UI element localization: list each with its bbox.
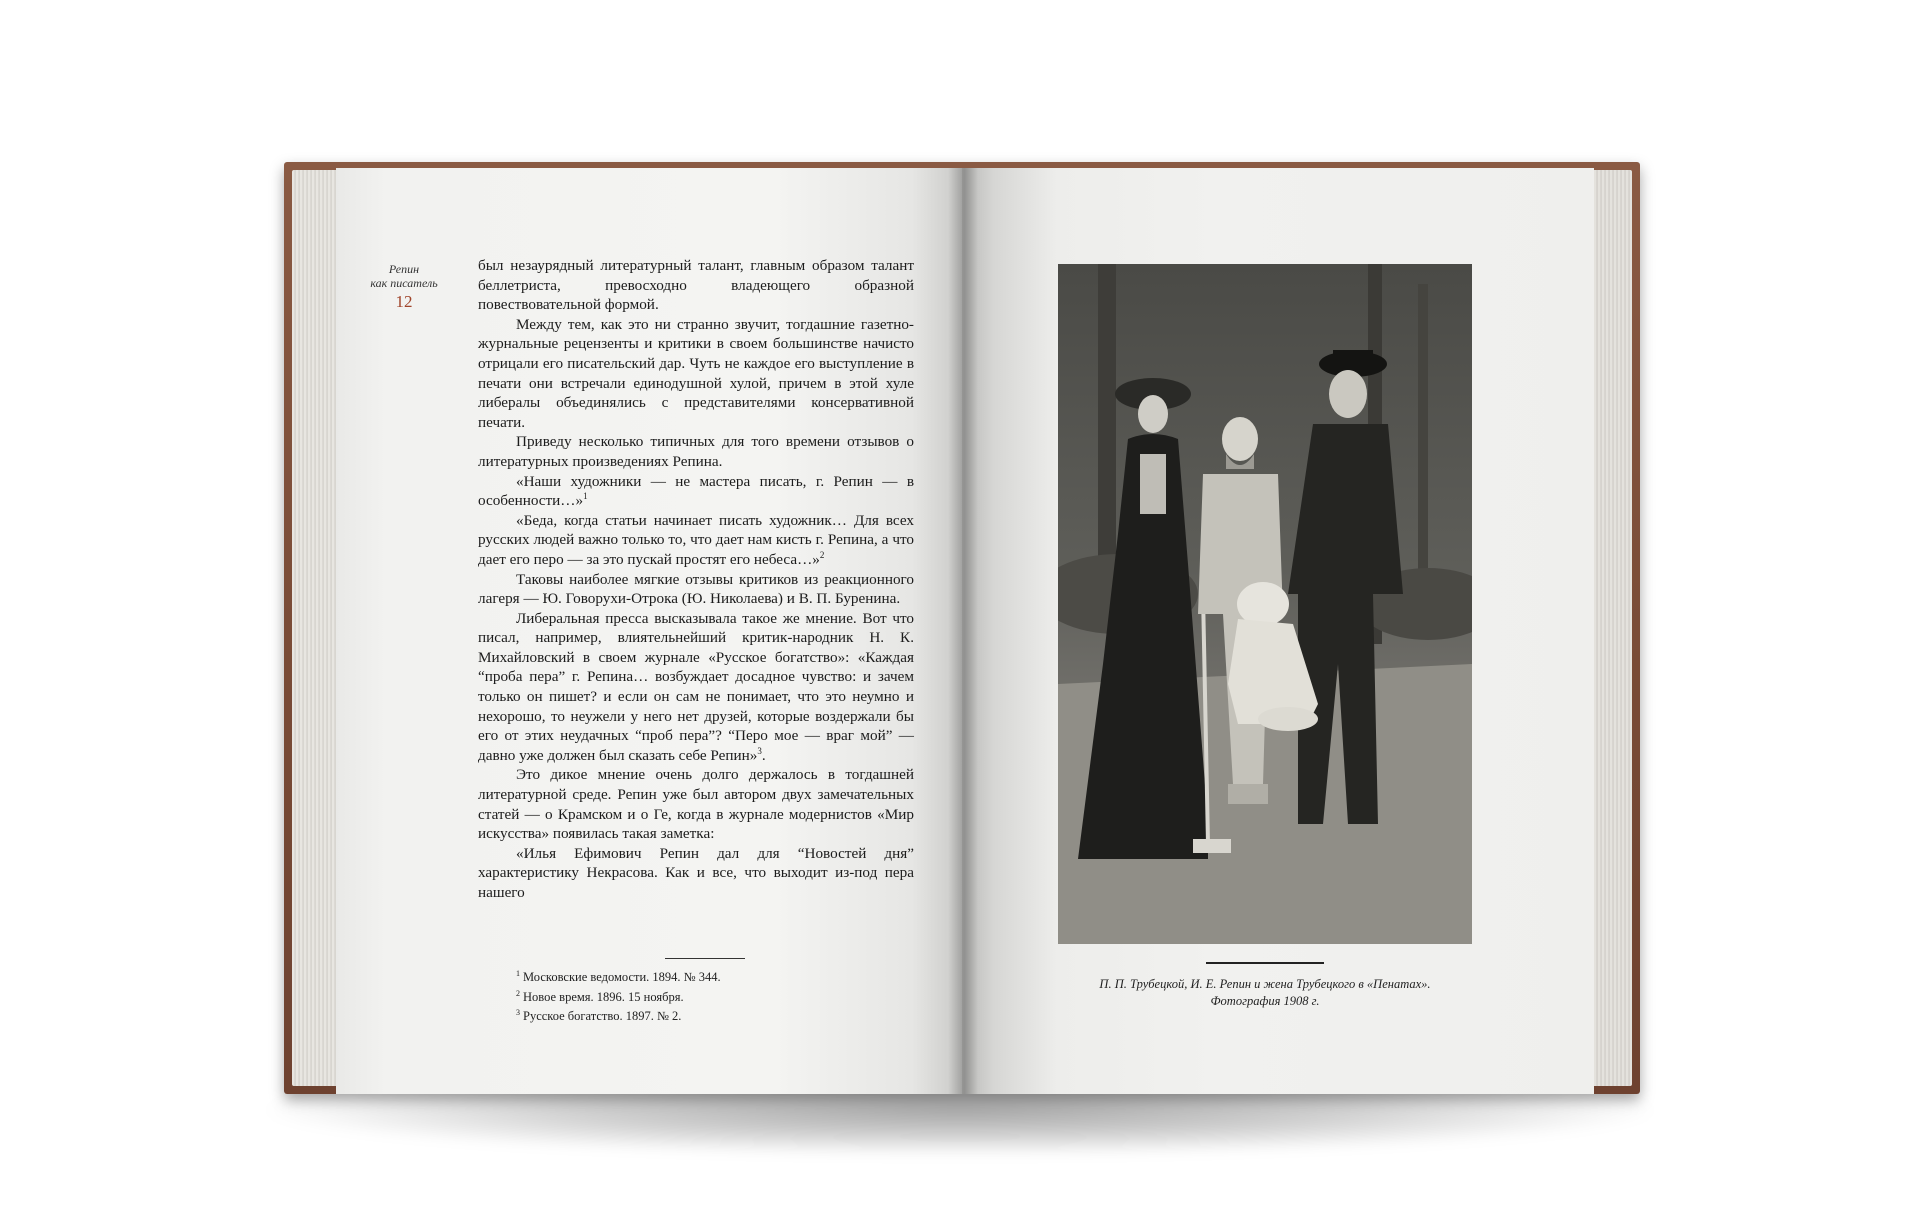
footnote-number: 1 — [516, 969, 520, 978]
caption-line-2: Фотография 1908 г. — [1210, 994, 1320, 1008]
paragraph-text: Таковы наиболее мягкие отзывы критиков из реакционного лагеря — Ю. Говорухи-Отрока (Ю. Николаева) и В. П. Буренина. — [478, 570, 914, 608]
body-paragraph — [478, 472, 914, 511]
book-gutter — [948, 168, 978, 1094]
paragraph-text: Приведу несколько типичных для того времени отзывов о литературных произведениях Репина. — [478, 433, 914, 470]
body-text — [478, 256, 914, 903]
page-edges-left — [292, 170, 338, 1086]
body-paragraph — [478, 844, 914, 903]
body-paragraph — [478, 432, 914, 471]
body-paragraph — [478, 570, 914, 609]
body-paragraph — [478, 765, 914, 843]
page-number: 12 — [395, 292, 413, 311]
running-head-line-1: Репин — [388, 262, 420, 276]
footnote-number: 2 — [516, 988, 520, 998]
paragraph-text: «Наши художники — не мастера писать, г. Репин — в особенности…» — [478, 472, 914, 510]
paragraph-text: Между тем, как это ни странно звучит, тогдашние газетно-журнальные рецензенты и критики в своем большинстве начисто отрицали его писательский дар. Чуть не каждое его выступление в печати они встречали единодушной хулой, причем в этой хуле либералы объединялись с представителями консервативной печати. — [478, 315, 914, 431]
running-head-line-2: как писатель — [370, 276, 438, 290]
photo-caption — [1060, 976, 1470, 1010]
paragraph-text: «Илья Ефимович Репин дал для “Новостей дня” характеристику Некрасова. Как и все, что выходит из-под пера нашего — [478, 844, 914, 901]
running-head — [348, 262, 460, 290]
body-paragraph: Либеральная пресса высказывала такое же мнение. Вот что писал, например, влиятельнейший критик-народник Н. К. Михайловский в своем журнале «Русское богатство»: «Каждая “проба пера” г. Репина… возбуждает досадное чувство: и зачем только он пишет? и если он сам не понимает, что это неумно и нехорошо, то неужели у него нет друзей, которые воздержали бы его от этих неудачных “проб пера”? “Перо мое — враг мой” — давно уже должен был сказать себе Репин»$^3$. — [478, 609, 914, 764]
body-paragraph — [478, 256, 914, 315]
paragraph-text: «Беда, когда статьи начинает писать художник… Для всех русских людей важно только то, что дает нам кисть г. Репина, а что дает его перо — за это пускай простят его небеса…» — [478, 511, 914, 568]
footnote — [516, 966, 876, 986]
paragraph-text: Либеральная пресса высказывала такое же мнение. Вот что писал, например, влиятельнейший критик-народник Н. К. Михайловский в своем журнале «Русское богатство»: «Каждая “проба пера” г. Репина… возбуждает досадное чувство: и зачем только он пишет? и если он сам не понимает, что это неумно и нехорошо, то неужели у него нет друзей, которые воздержали бы его от этих неудачных “проб пера”? “Перо мое — враг мой” — давно уже должен был сказать себе Репин» — [478, 609, 914, 764]
footnote-ref: 3 — [757, 745, 762, 756]
footnote — [516, 1005, 876, 1025]
photograph — [1058, 264, 1472, 944]
body-paragraph — [478, 511, 914, 570]
footnote-ref: 2 — [819, 549, 825, 560]
footnote-text: Новое время. 1896. 15 ноября. — [523, 989, 684, 1004]
caption-rule — [1206, 962, 1324, 964]
footnote — [516, 986, 876, 1006]
body-paragraph — [478, 315, 914, 433]
paragraph-text: был незаурядный литературный талант, главным образом талант беллетриста, превосходно владеющего образной повествовательной формой. — [478, 257, 914, 314]
footnote-text: Русское богатство. 1897. № 2. — [523, 1009, 682, 1024]
page-edges-right — [1590, 170, 1632, 1086]
footnote-text: Московские ведомости. 1894. № 344. — [523, 970, 721, 985]
caption-line-1: П. П. Трубецкой, И. Е. Репин и жена Трубецкого в «Пенатах». — [1099, 977, 1431, 991]
footnote-ref: 1 — [583, 491, 588, 502]
paragraph-text: Это дикое мнение очень долго держалось в тогдашней литературной среде. Репин уже был автором двух замечательных статей — о Крамском и о Ге, когда в журнале модернистов «Мир искусства» появилась такая заметка: — [478, 766, 914, 843]
footnote-rule — [665, 958, 745, 959]
footnote-number: 3 — [516, 1008, 520, 1018]
footnotes — [516, 966, 876, 1025]
